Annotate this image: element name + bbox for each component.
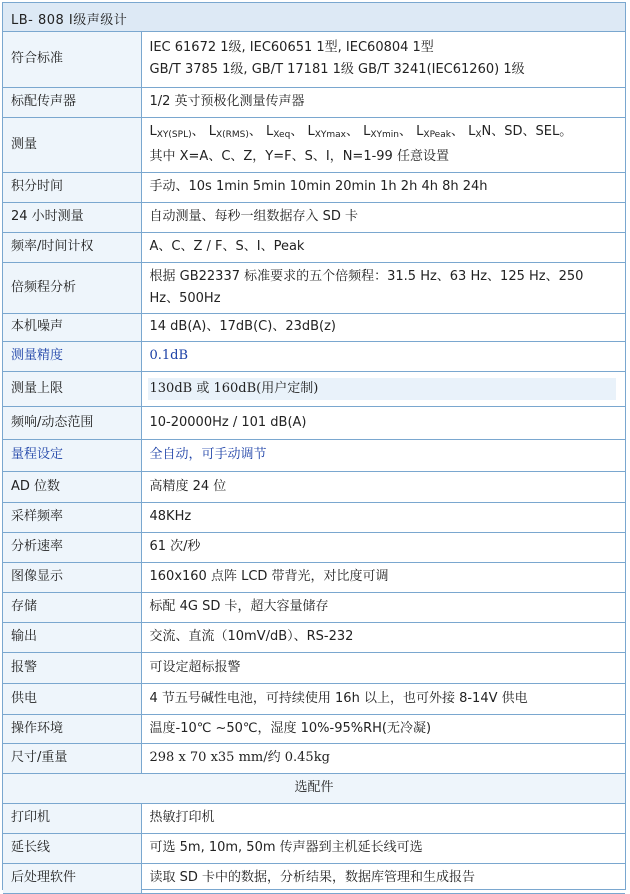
table-row [3, 714, 625, 743]
row-label: 测量精度 [3, 341, 141, 371]
table-row [3, 87, 625, 117]
row-value: 14 dB(A)、17dB(C)、23dB(z) [141, 313, 625, 341]
row-label: 测量上限 [3, 371, 141, 406]
table-row [3, 439, 625, 471]
section-title: 选配件 [3, 773, 625, 803]
row-value: A、C、Z / F、S、I、Peak [141, 232, 625, 262]
row-value: 4 节五号碱性电池，可持续使用 16h 以上，也可外接 8-14V 供电 [141, 683, 625, 714]
row-value [141, 32, 625, 87]
row-label: 测量 [3, 117, 141, 172]
table-row [3, 232, 625, 262]
table-row [3, 371, 625, 406]
table-row [3, 803, 625, 833]
row-value: 手动、10s 1min 5min 10min 20min 1h 2h 4h 8h 24h [141, 172, 625, 202]
row-label: 符合标准 [3, 32, 141, 87]
measure-line-1: $L_{XY(SPL)}$、 $L_{X(RMS)}$、 $L_{Xeq}$、 $L_{XYmax}$、 $L_{XYmin}$、 $L_{XPeak}$、 $L_XN$、SD、SEL。 [149, 124, 573, 140]
value-line: Hz、500Hz [149, 290, 221, 306]
row-value: 标配 4G SD 卡，超大容量储存 [141, 592, 625, 622]
row-label: AD 位数 [3, 471, 141, 502]
row-value [141, 262, 625, 313]
table-row [3, 683, 625, 714]
table-row [3, 406, 625, 439]
row-value: 1/2 英寸预极化测量传声器 [141, 87, 625, 117]
table-row [3, 833, 625, 863]
table-row [3, 172, 625, 202]
row-label: 标配传声器 [3, 87, 141, 117]
spec-sheet [2, 2, 626, 890]
measure-item: $L_X$ [468, 124, 482, 140]
table-row [3, 532, 625, 562]
row-label: 存储 [3, 592, 141, 622]
table-row [3, 592, 625, 622]
row-label: 输出 [3, 622, 141, 652]
table-row [3, 117, 625, 172]
row-label: 频响/动态范围 [3, 406, 141, 439]
row-label: 倍频程分析 [3, 262, 141, 313]
table-row [3, 202, 625, 232]
spec-table [3, 32, 625, 894]
row-label: 本机噪声 [3, 313, 141, 341]
row-value: 自动测量、每秒一组数据存入 SD 卡 [141, 202, 625, 232]
measure-item: $L_{X(RMS)}$ [208, 124, 249, 140]
measure-line-2: 其中 X=A、C、Z，Y=F、S、I，N=1-99 任意设置 [149, 149, 449, 164]
measure-item: $L_{Xeq}$ [266, 124, 291, 140]
value-line: 根据 GB22337 标准要求的五个倍频程：31.5 Hz、63 Hz、125 Hz、250 [149, 268, 584, 284]
row-label: 频率/时间计权 [3, 232, 141, 262]
table-row [3, 313, 625, 341]
table-row [3, 341, 625, 371]
row-value [141, 371, 625, 406]
title-bar [3, 3, 625, 32]
row-label: 延长线 [3, 833, 141, 863]
row-label: 后处理软件 [3, 863, 141, 893]
row-label: 尺寸/重量 [3, 743, 141, 773]
row-label: 打印机 [3, 803, 141, 833]
row-label: 分析速率 [3, 532, 141, 562]
row-value: 可选 5m, 10m, 50m 传声器到主机延长线可选 [141, 833, 625, 863]
row-value: 温度-10℃ ~50℃，湿度 10%-95%RH(无冷凝) [141, 714, 625, 743]
table-row [3, 502, 625, 532]
row-label: 报警 [3, 652, 141, 683]
row-label: 积分时间 [3, 172, 141, 202]
measure-item: $L_{XPeak}$ [416, 124, 451, 140]
row-value: 298 x 70 x35 mm/约 0.45kg [141, 743, 625, 773]
row-value: 可设定超标报警 [141, 652, 625, 683]
row-value: 160x160 点阵 LCD 带背光，对比度可调 [141, 562, 625, 592]
value-line: IEC 61672 1级, IEC60651 1型, IEC60804 1型 [149, 40, 434, 56]
row-value: 热敏打印机 [141, 803, 625, 833]
row-label: 操作环境 [3, 714, 141, 743]
row-value: 61 次/秒 [141, 532, 625, 562]
table-row [3, 863, 625, 893]
table-row [3, 652, 625, 683]
row-label: 供电 [3, 683, 141, 714]
row-label: 采样频率 [3, 502, 141, 532]
row-value: 0.1dB [141, 341, 625, 371]
row-value: 高精度 24 位 [141, 471, 625, 502]
highlighted-value: 130dB 或 160dB(用户定制) [148, 378, 616, 400]
row-value: 48KHz [141, 502, 625, 532]
row-value [141, 117, 625, 172]
table-row [3, 562, 625, 592]
table-row [3, 262, 625, 313]
row-label: 24 小时测量 [3, 202, 141, 232]
measure-item: $L_{XYmax}$ [307, 124, 346, 140]
row-value: 全自动，可手动调节 [141, 439, 625, 471]
value-line: GB/T 3785 1级, GB/T 17181 1级 GB/T 3241(IEC61260) 1级 [149, 62, 525, 78]
measure-item: $L_{XY(SPL)}$ [149, 124, 192, 140]
table-row [3, 471, 625, 502]
table-row [3, 32, 625, 87]
measure-tail: N、SD、SEL。 [481, 124, 573, 139]
sheet-title: LB- 808 I级声级计 [11, 13, 128, 28]
table-row [3, 743, 625, 773]
section-row [3, 773, 625, 803]
row-label: 图像显示 [3, 562, 141, 592]
row-value: 10-20000Hz / 101 dB(A) [141, 406, 625, 439]
row-value: 交流、直流（10mV/dB）、RS-232 [141, 622, 625, 652]
row-value: 读取 SD 卡中的数据，分析结果，数据库管理和生成报告 [141, 863, 625, 893]
row-label: 量程设定 [3, 439, 141, 471]
table-row [3, 622, 625, 652]
measure-item: $L_{XYmin}$ [363, 124, 400, 140]
